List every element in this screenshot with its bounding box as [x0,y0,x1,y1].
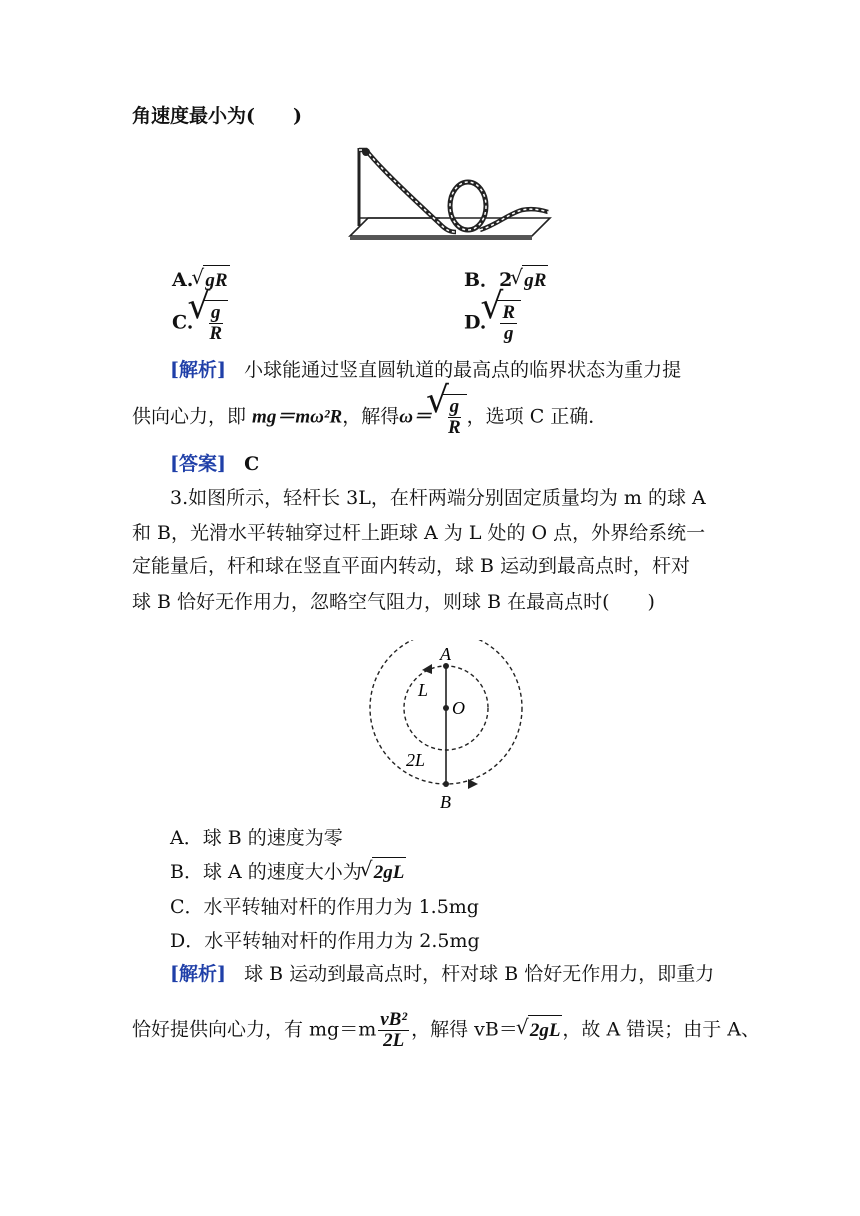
base-board [350,218,550,236]
label-b: B [440,792,451,812]
answer-tag: [答案] [170,453,226,475]
analysis-tag: [解析] [170,359,226,381]
q3-analysis-line1: [解析] 球 B 运动到最高点时，杆对球 B 恰好无作用力，即重力 [170,963,715,985]
label-2l: 2L [406,750,426,770]
stem-text: 角速度最小为( [132,105,255,127]
incline-track [359,150,456,232]
q3-analysis-line2: 恰好提供向心力，有 mg＝m $\frac{\text{vB²}}{2L}$ ，解得 vB＝√ 2gL ，故 A 错误；由于 A、 [132,1010,760,1051]
q3-stem-line2: 和 B，光滑水平转轴穿过杆上距球 A 为 L 处的 O 点，外界给系统一 [132,522,706,544]
answer-value: C [244,453,260,475]
q3-option-c: C．水平转轴对杆的作用力为 1.5mg [170,896,479,918]
arrow-b [468,779,478,789]
arrow-a [422,664,432,674]
loop-track-figure [332,140,554,248]
q2-option-d: D. √ $\frac{R}{g}$ [464,300,521,344]
q3-stem-line3: 定能量后，杆和球在竖直平面内转动，球 B 运动到最高点时，杆对 [132,555,691,577]
q3-stem-line4: 球 B 恰好无作用力，忽略空气阻力，则球 B 在最高点时( ) [132,591,655,613]
question-stem-tail [132,102,302,130]
q2-option-c: C. √ $\frac{g}{R}$ [172,300,228,344]
q2-analysis-line1: [解析] 小球能通过竖直圆轨道的最高点的临界状态为重力提 [170,359,682,381]
label-l: L [418,680,429,700]
analysis-tag: [解析] [170,963,226,985]
q2-answer-line [170,450,259,478]
vertical-loop [450,182,486,230]
q2-option-a: A.√ gR [172,265,230,295]
q3-option-b: B．球 A 的速度大小为√ 2gL [170,857,406,887]
label-a: A [440,644,451,664]
rod-rotation-figure [360,640,530,815]
stem-close: ) [293,105,303,127]
ball-b [443,781,449,787]
pivot-o [443,705,449,711]
q3-stem-line1: 3.如图所示，轻杆长 3L，在杆两端分别固定质量均为 m 的球 A [170,487,706,509]
answer-blank [255,105,293,127]
base-board-edge [350,236,532,240]
q2-analysis-line2: 供向心力，即 mg＝mω²R，解得ω＝ √ $\frac{g}{R}$ ，选项 C 正确． [132,394,607,438]
q3-option-a: A．球 B 的速度为零 [170,827,343,849]
label-o: O [452,698,465,718]
ball [362,148,370,156]
q3-option-d: D．水平转轴对杆的作用力为 2.5mg [170,930,480,952]
q2-option-b: B．2√ gR [464,265,548,295]
